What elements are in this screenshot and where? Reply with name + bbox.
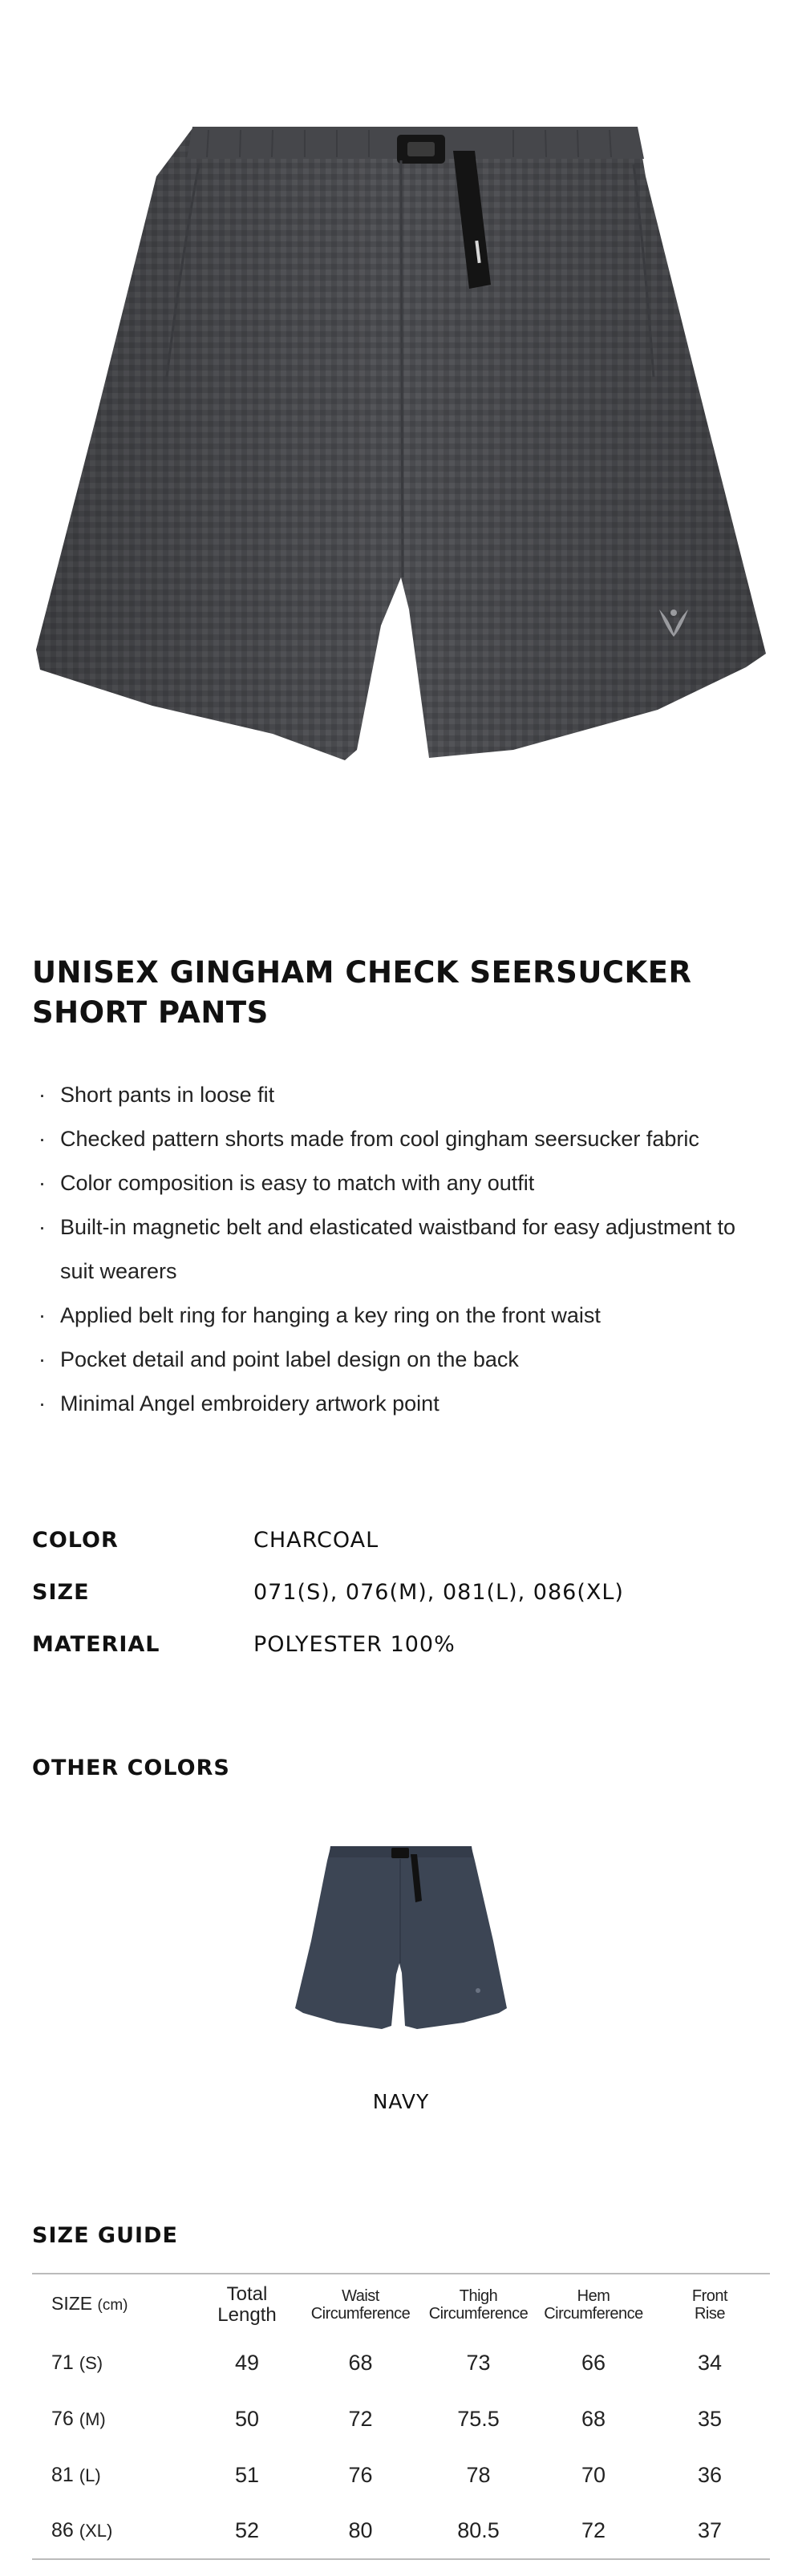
spec-label: SIZE (32, 1580, 90, 1605)
navy-shorts-thumbnail[interactable] (289, 1837, 513, 2029)
column-header-thigh: Thigh Circumference (428, 2286, 529, 2323)
cell-front-rise: 37 (697, 2518, 723, 2542)
bullet-icon: · (38, 1171, 46, 1195)
charcoal-shorts-image (0, 0, 802, 866)
spec-label: COLOR (32, 1528, 119, 1553)
feature-list (32, 1073, 770, 1426)
spec-value: 071(S), 076(M), 081(L), 086(XL) (253, 1580, 624, 1605)
spec-row-size (32, 1566, 770, 1618)
feature-item: · Built-in magnetic belt and elasticated waistband for easy adjustment to (32, 1205, 770, 1250)
feature-item: · Short pants in loose fit (32, 1073, 770, 1117)
cell-hem: 70 (581, 2462, 606, 2487)
other-color-label: NAVY (372, 2090, 430, 2113)
table-row (32, 2335, 770, 2391)
bullet-icon: · (38, 1127, 46, 1151)
bullet-icon: · (38, 1391, 46, 1416)
column-header-waist: Waist Circumference (310, 2286, 411, 2323)
table-row (32, 2447, 770, 2503)
spec-list (32, 1514, 770, 1671)
feature-item: · Minimal Angel embroidery artwork point (32, 1382, 770, 1426)
cell-waist: 68 (348, 2350, 373, 2375)
cell-waist: 72 (348, 2406, 373, 2431)
other-colors-heading: OTHER COLORS (32, 1756, 230, 1780)
spec-row-color (32, 1514, 770, 1566)
cell-thigh: 75.5 (457, 2406, 500, 2431)
feature-item: · Pocket detail and point label design on the back (32, 1338, 770, 1382)
cell-total-length: 52 (234, 2518, 260, 2542)
cell-waist: 80 (348, 2518, 373, 2542)
column-header-total-length: Total Length (217, 2282, 277, 2326)
cell-front-rise: 36 (697, 2462, 723, 2487)
spec-value: POLYESTER 100% (253, 1632, 456, 1657)
feature-item-continuation: suit wearers (60, 1259, 177, 1283)
cell-total-length: 51 (234, 2462, 260, 2487)
cell-hem: 72 (581, 2518, 606, 2542)
feature-item: · Checked pattern shorts made from cool gingham seersucker fabric (32, 1117, 770, 1161)
cell-hem: 66 (581, 2350, 606, 2375)
cell-waist: 76 (348, 2462, 373, 2487)
cell-thigh: 73 (466, 2350, 491, 2375)
product-title-line-2: SHORT PANTS (32, 995, 269, 1030)
cell-total-length: 49 (234, 2350, 260, 2375)
cell-size: 81 (L) (51, 2463, 101, 2486)
other-color-swatch-navy[interactable] (289, 1837, 513, 2069)
cell-size: 71 (S) (51, 2351, 103, 2374)
size-guide-heading: SIZE GUIDE (32, 2223, 178, 2248)
cell-thigh: 78 (466, 2462, 491, 2487)
size-guide-table (32, 2273, 770, 2560)
bullet-icon: · (38, 1303, 46, 1327)
product-title-line-1: UNISEX GINGHAM CHECK SEERSUCKER (32, 955, 692, 990)
column-header-hem: Hem Circumference (544, 2286, 643, 2323)
cell-front-rise: 34 (697, 2350, 723, 2375)
cell-total-length: 50 (234, 2406, 260, 2431)
table-row (32, 2503, 770, 2559)
table-row (32, 2391, 770, 2447)
bullet-icon: · (38, 1347, 46, 1371)
spec-value: CHARCOAL (253, 1528, 379, 1553)
cell-thigh: 80.5 (457, 2518, 500, 2542)
feature-item: · Applied belt ring for hanging a key ring on the front waist (32, 1294, 770, 1338)
spec-row-material (32, 1618, 770, 1671)
size-guide-header-row (32, 2274, 770, 2335)
product-hero-image (0, 0, 802, 866)
cell-size: 76 (M) (51, 2407, 106, 2430)
cell-hem: 68 (581, 2406, 606, 2431)
column-header-front-rise: Front Rise (691, 2286, 728, 2323)
feature-item: · Color composition is easy to match with any outfit (32, 1161, 770, 1205)
column-header-size: SIZE (cm) (51, 2293, 128, 2314)
product-title (32, 953, 754, 1033)
cell-front-rise: 35 (697, 2406, 723, 2431)
bullet-icon: · (38, 1215, 46, 1239)
bullet-icon: · (38, 1083, 46, 1107)
spec-label: MATERIAL (32, 1632, 160, 1657)
cell-size: 86 (XL) (51, 2519, 113, 2542)
